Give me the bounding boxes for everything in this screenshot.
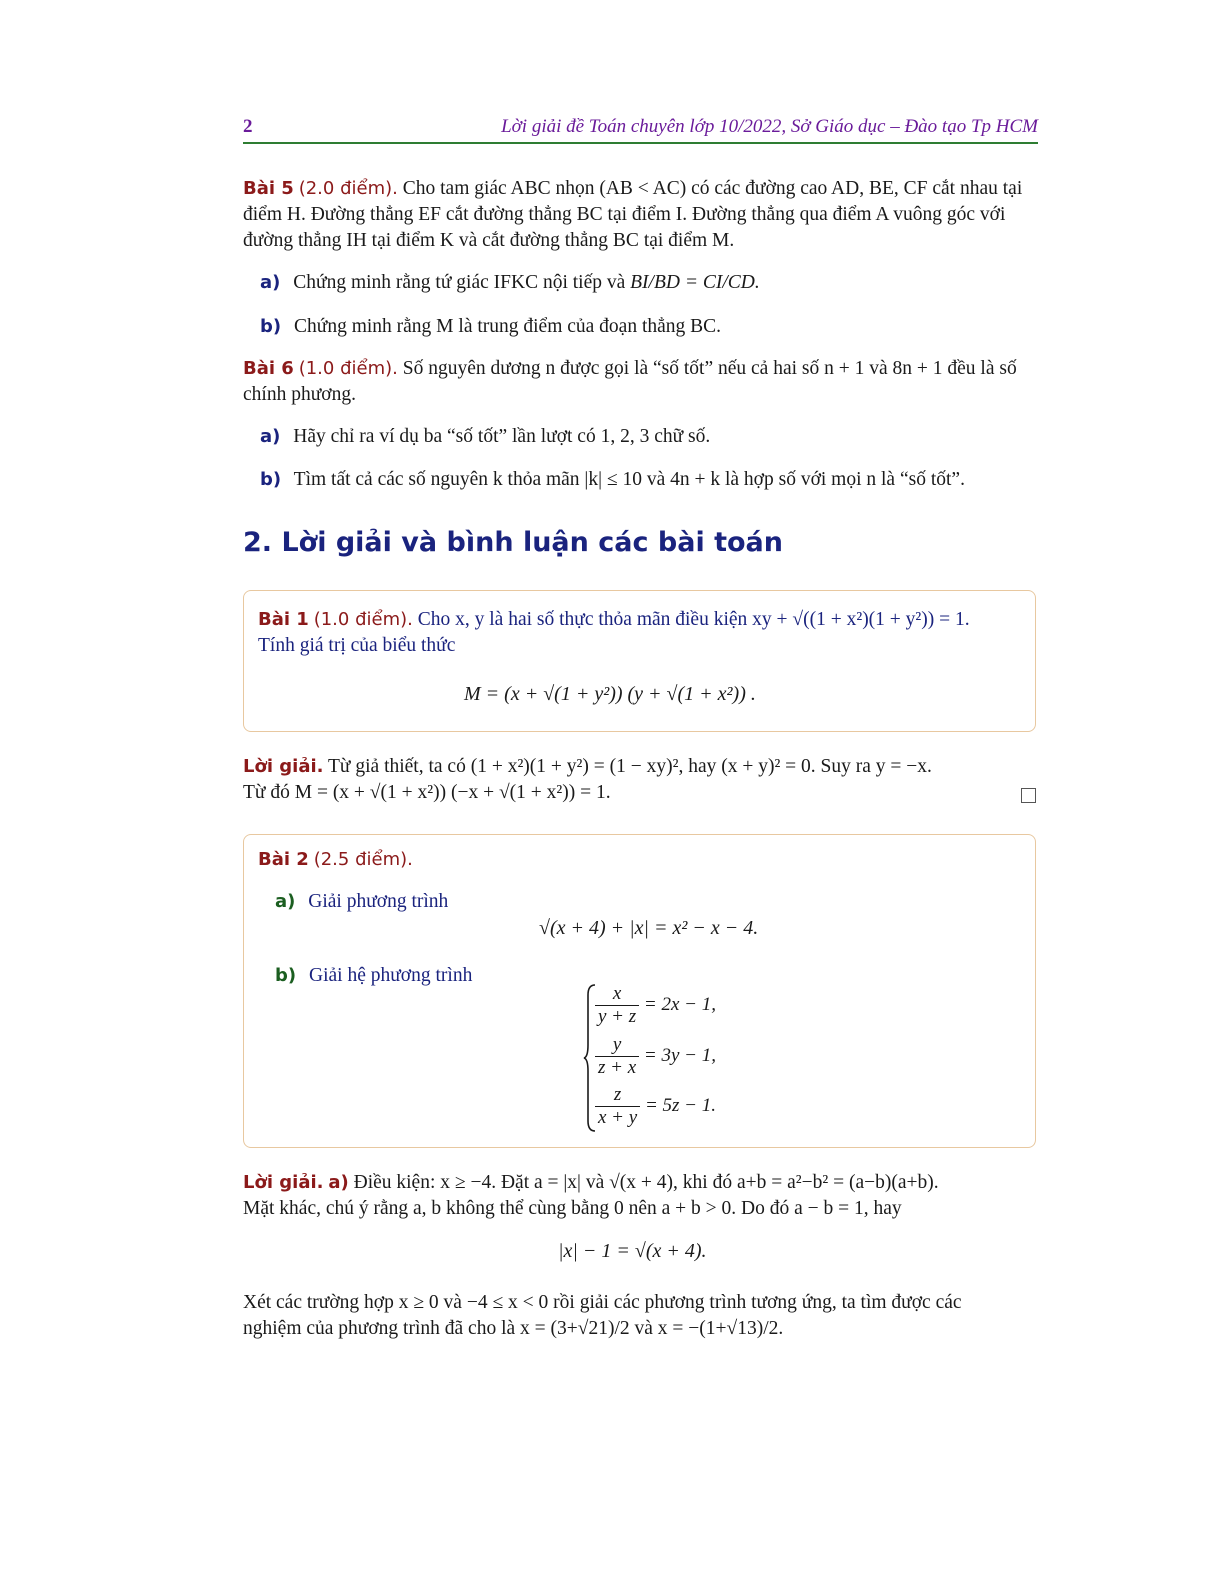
problem-6 (243, 356, 1038, 408)
section-heading: 2. Lời giải và bình luận các bài toán (243, 527, 783, 558)
eq1-denominator: y + z (598, 1006, 637, 1027)
problem-1-text1: Cho x, y là hai số thực thỏa mãn điều kiện xy + √((1 + x²)(1 + y²)) = 1. (417, 609, 970, 630)
solution-2-cont (243, 1290, 1038, 1342)
solution-2-line2: Mặt khác, chú ý rằng a, b không thể cùng bằng 0 nên a + b > 0. Do đó a − b = 1, hay (243, 1198, 902, 1219)
problem-6-part-b (260, 467, 965, 493)
problem-5-a-math: BI/BD = CI/CD. (630, 272, 760, 293)
problem-6-text: Số nguyên dương n được gọi là “số tốt” nếu cả hai số n + 1 và 8n + 1 đều là số chính phương. (243, 358, 1017, 405)
solution-1 (243, 754, 1038, 806)
problem-6-b-text: Tìm tất cả các số nguyên k thỏa mãn |k| ≤ 10 và 4n + k là hợp số với mọi n là “số tốt”. (293, 469, 965, 490)
solution-2-label: Lời giải. (243, 1172, 324, 1193)
problem-2-a-label: a) (275, 891, 296, 912)
problem-2-label: Bài 2 (258, 849, 309, 870)
eq3-rhs: = 5z − 1. (644, 1094, 716, 1116)
solution-2-line3: Xét các trường hợp x ≥ 0 và −4 ≤ x < 0 rồi giải các phương trình tương ứng, ta tìm được các (243, 1292, 962, 1313)
problem-5-b-text: Chứng minh rằng M là trung điểm của đoạn thẳng BC. (294, 316, 722, 337)
eq3-denominator: x + y (598, 1107, 638, 1128)
system-eq-1 (595, 983, 716, 1028)
eq2-numerator: y (595, 1034, 639, 1057)
problem-1-formula: M = (x + √(1 + y²)) (y + √(1 + x²)) . (464, 683, 756, 705)
problem-5-part-b (260, 314, 721, 340)
problem-6-a-text: Hãy chỉ ra ví dụ ba “số tốt” lần lượt có 1, 2, 3 chữ số. (293, 426, 711, 447)
eq2-denominator: z + x (598, 1057, 637, 1078)
qed-square-icon (1021, 788, 1036, 803)
problem-5-b-label: b) (260, 316, 282, 337)
page-number: 2 (243, 116, 253, 137)
eq2-rhs: = 3y − 1, (643, 1044, 716, 1066)
problem-2-b-text: Giải hệ phương trình (309, 965, 473, 986)
problem-5 (243, 176, 1038, 254)
problem-5-part-a (260, 270, 760, 296)
problem-6-a-label: a) (260, 426, 281, 447)
problem-6-points: (1.0 điểm). (298, 358, 398, 379)
problem-5-label: Bài 5 (243, 178, 294, 199)
problem-1-label: Bài 1 (258, 609, 309, 630)
equation-system (583, 983, 803, 1133)
solution-1-label: Lời giải. (243, 756, 324, 777)
page-header (243, 114, 1038, 144)
eq1-numerator: x (595, 983, 639, 1006)
problem-1-text2: Tính giá trị của biểu thức (258, 635, 456, 656)
problem-2-heading (258, 849, 413, 871)
system-eq-2 (595, 1034, 716, 1079)
solution-2-line1: Điều kiện: x ≥ −4. Đặt a = |x| và √(x + 4), khi đó a+b = a²−b² = (a−b)(a+b). (353, 1172, 939, 1193)
problem-5-a-label: a) (260, 272, 281, 293)
solution-2-formula: |x| − 1 = √(x + 4). (558, 1240, 707, 1262)
problem-1-statement (258, 607, 1023, 659)
solution-2 (243, 1170, 1038, 1222)
system-eq-3 (595, 1084, 716, 1129)
problem-2-points: (2.5 điểm). (313, 849, 413, 870)
running-title: Lời giải đề Toán chuyên lớp 10/2022, Sở Giáo dục – Đào tạo Tp HCM (501, 116, 1038, 137)
problem-2-part-b (275, 965, 472, 987)
solution-1-line1: Từ giả thiết, ta có (1 + x²)(1 + y²) = (1 − xy)², hay (x + y)² = 0. Suy ra y = −x. (328, 756, 932, 777)
problem-1-points: (1.0 điểm). (313, 609, 413, 630)
problem-5-a-text: Chứng minh rằng tứ giác IFKC nội tiếp và (293, 272, 626, 293)
solution-1-line2: Từ đó M = (x + √(1 + x²)) (−x + √(1 + x²)) = 1. (243, 782, 611, 803)
eq3-numerator: z (595, 1084, 640, 1107)
problem-2-a-text: Giải phương trình (308, 891, 449, 912)
problem-1-box (243, 590, 1036, 732)
solution-2-part: a) (328, 1172, 349, 1193)
problem-5-points: (2.0 điểm). (298, 178, 398, 199)
eq1-rhs: = 2x − 1, (643, 993, 716, 1015)
problem-2-a-formula: √(x + 4) + |x| = x² − x − 4. (539, 917, 759, 939)
problem-6-part-a (260, 424, 710, 450)
problem-2-b-label: b) (275, 965, 297, 986)
problem-6-b-label: b) (260, 469, 282, 490)
solution-2-line4: nghiệm của phương trình đã cho là x = (3+√21)/2 và x = −(1+√13)/2. (243, 1318, 784, 1339)
problem-6-label: Bài 6 (243, 358, 294, 379)
problem-5-text: Cho tam giác ABC nhọn (AB < AC) có các đường cao AD, BE, CF cắt nhau tại điểm H. Đường thẳng EF cắt đường thẳng BC tại điểm I. Đường thẳng qua điểm A vuông góc với đường thẳng IH tại điểm K và cắt đường thẳng BC tại điểm M. (243, 178, 1023, 251)
problem-2-part-a (275, 891, 448, 913)
